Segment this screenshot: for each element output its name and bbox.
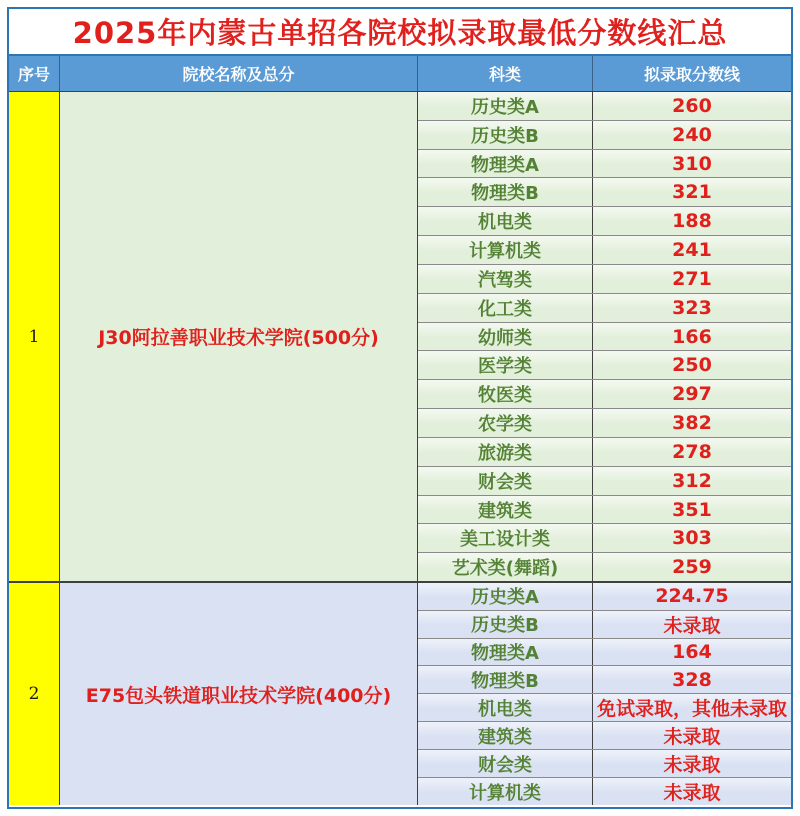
score-cell: 278 (593, 438, 791, 466)
category-cell: 物理类A (418, 639, 593, 666)
score-cell: 未录取 (593, 750, 791, 777)
score-cell: 328 (593, 666, 791, 693)
header-col-school: 院校名称及总分 (60, 56, 418, 91)
table-row (418, 120, 791, 149)
category-cell: 建筑类 (418, 722, 593, 749)
score-cell: 166 (593, 323, 791, 351)
score-cell: 未录取 (593, 722, 791, 749)
category-cell: 历史类A (418, 583, 593, 610)
category-cell: 计算机类 (418, 236, 593, 264)
category-cell: 财会类 (418, 750, 593, 777)
table-row (418, 523, 791, 552)
category-cell: 农学类 (418, 409, 593, 437)
category-cell: 汽驾类 (418, 265, 593, 293)
score-cell: 297 (593, 380, 791, 408)
table-row (418, 583, 791, 610)
table-row (418, 749, 791, 777)
table-row (418, 293, 791, 322)
category-cell: 物理类B (418, 178, 593, 206)
category-cell: 旅游类 (418, 438, 593, 466)
table-header-row (9, 56, 791, 92)
score-cell: 312 (593, 467, 791, 495)
table-row (418, 610, 791, 638)
table-title-bar (9, 9, 791, 56)
table-row (418, 379, 791, 408)
table-row (418, 322, 791, 351)
category-cell: 医学类 (418, 351, 593, 379)
table-row (418, 638, 791, 666)
table-row (418, 777, 791, 805)
category-cell: 美工设计类 (418, 524, 593, 552)
category-cell: 财会类 (418, 467, 593, 495)
score-cell: 260 (593, 92, 791, 120)
score-cell: 303 (593, 524, 791, 552)
score-cell: 未录取 (593, 611, 791, 638)
table-row (418, 693, 791, 721)
table-row (418, 92, 791, 120)
category-rows (418, 92, 791, 581)
school-index: 2 (9, 583, 60, 805)
category-cell: 机电类 (418, 694, 593, 721)
category-cell: 建筑类 (418, 496, 593, 524)
table-row (418, 495, 791, 524)
category-rows (418, 583, 791, 805)
header-col-score: 拟录取分数线 (643, 65, 740, 84)
category-cell: 物理类A (418, 150, 593, 178)
table-row (418, 721, 791, 749)
header-col-index: 序号 (9, 56, 60, 91)
page-title: 2025年内蒙古单招各院校拟录取最低分数线汇总 (72, 16, 728, 50)
category-cell: 历史类B (418, 611, 593, 638)
table-row (418, 149, 791, 178)
school-index: 1 (9, 92, 60, 581)
score-cell: 382 (593, 409, 791, 437)
category-cell: 艺术类(舞蹈) (418, 553, 593, 581)
category-cell: 历史类A (418, 92, 593, 120)
table-row (418, 350, 791, 379)
score-cell: 351 (593, 496, 791, 524)
score-cell: 224.75 (593, 583, 791, 610)
table-body (9, 92, 791, 805)
table-row (418, 408, 791, 437)
score-cell: 259 (593, 553, 791, 581)
score-cell: 240 (593, 121, 791, 149)
table-row (418, 466, 791, 495)
header-col-category: 科类 (418, 56, 593, 91)
category-cell: 计算机类 (418, 778, 593, 805)
school-section (9, 581, 791, 805)
score-cell: 188 (593, 207, 791, 235)
table-row (418, 437, 791, 466)
category-cell: 牧医类 (418, 380, 593, 408)
score-cell: 250 (593, 351, 791, 379)
score-cell: 321 (593, 178, 791, 206)
score-cell: 164 (593, 639, 791, 666)
score-cell: 免试录取，其他未录取 (593, 694, 791, 721)
table-row (418, 665, 791, 693)
category-cell: 物理类B (418, 666, 593, 693)
table-row (418, 235, 791, 264)
score-cell: 241 (593, 236, 791, 264)
school-name: J30阿拉善职业技术学院(500分) (60, 92, 418, 581)
category-cell: 历史类B (418, 121, 593, 149)
score-cell: 271 (593, 265, 791, 293)
score-cell: 未录取 (593, 778, 791, 805)
category-cell: 机电类 (418, 207, 593, 235)
school-section (9, 92, 791, 581)
school-name: E75包头铁道职业技术学院(400分) (60, 583, 418, 805)
table-row (418, 264, 791, 293)
score-cell: 323 (593, 294, 791, 322)
category-cell: 幼师类 (418, 323, 593, 351)
table-row (418, 177, 791, 206)
category-cell: 化工类 (418, 294, 593, 322)
table-row (418, 206, 791, 235)
table-row (418, 552, 791, 581)
score-summary-table (7, 7, 793, 809)
score-cell: 310 (593, 150, 791, 178)
